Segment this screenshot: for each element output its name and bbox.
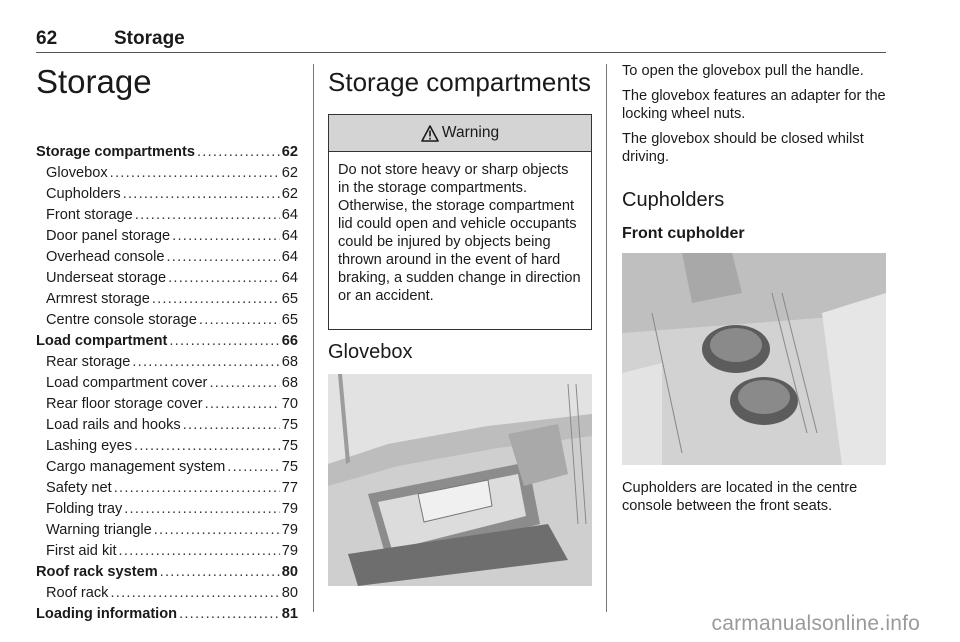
toc-page-number: 79 xyxy=(281,543,298,559)
toc-page-number: 68 xyxy=(281,354,298,370)
toc-subentry[interactable] xyxy=(36,247,298,268)
site-watermark: carmanualsonline.info xyxy=(711,612,920,635)
toc-subentry[interactable] xyxy=(36,583,298,604)
toc-entry-title: Door panel storage xyxy=(46,228,171,244)
toc-subentry[interactable] xyxy=(36,310,298,331)
toc-entry-title: First aid kit xyxy=(46,543,117,559)
toc-entry-title: Glovebox xyxy=(46,165,108,181)
toc-entry-title: Lashing eyes xyxy=(46,438,133,454)
toc-subentry[interactable] xyxy=(36,226,298,247)
toc-leader-dots xyxy=(168,268,280,289)
toc-leader-dots xyxy=(160,562,280,583)
toc-entry-title: Overhead console xyxy=(46,249,165,265)
toc-entry-title: Cupholders xyxy=(46,186,121,202)
toc-page-number: 80 xyxy=(281,585,298,601)
toc-leader-dots xyxy=(119,541,280,562)
warning-heading: Warning xyxy=(441,124,500,141)
toc-page-number: 64 xyxy=(281,228,298,244)
toc-column xyxy=(36,62,298,622)
paragraph: To open the glovebox pull the handle. xyxy=(622,63,864,79)
toc-subentry[interactable] xyxy=(36,436,298,457)
toc-subentry[interactable] xyxy=(36,541,298,562)
toc-leader-dots xyxy=(169,331,279,352)
table-of-contents xyxy=(36,142,298,625)
toc-page-number: 79 xyxy=(281,501,298,517)
toc-entry-title: Roof rack xyxy=(46,585,109,601)
toc-page-number: 62 xyxy=(281,144,298,160)
toc-leader-dots xyxy=(166,247,279,268)
toc-entry-title: Centre console storage xyxy=(46,312,197,328)
toc-page-number: 80 xyxy=(281,564,298,580)
section-title: Storage compartments xyxy=(328,67,592,97)
glovebox-illustration xyxy=(328,374,592,586)
toc-leader-dots xyxy=(135,205,280,226)
cupholders-description: Cupholders are located in the centre console between the front seats. xyxy=(622,480,858,514)
toc-page-number: 62 xyxy=(281,186,298,202)
toc-leader-dots xyxy=(134,436,280,457)
toc-leader-dots xyxy=(123,184,280,205)
toc-entry-title: Warning triangle xyxy=(46,522,152,538)
toc-page-number: 64 xyxy=(281,270,298,286)
toc-leader-dots xyxy=(110,163,280,184)
header-title: Storage xyxy=(114,28,185,49)
toc-page-number: 81 xyxy=(281,606,298,622)
toc-leader-dots xyxy=(199,310,280,331)
glovebox-heading: Glovebox xyxy=(328,341,413,363)
toc-entry-title: Underseat storage xyxy=(46,270,167,286)
toc-entry-title: Load compartment xyxy=(36,333,168,349)
toc-subentry[interactable] xyxy=(36,394,298,415)
toc-section-entry[interactable] xyxy=(36,604,298,625)
toc-leader-dots xyxy=(183,415,280,436)
toc-leader-dots xyxy=(205,394,280,415)
warning-header xyxy=(329,115,591,152)
toc-leader-dots xyxy=(227,457,280,478)
toc-page-number: 64 xyxy=(281,207,298,223)
toc-leader-dots xyxy=(132,352,279,373)
chapter-title: Storage xyxy=(36,63,152,100)
toc-leader-dots xyxy=(110,583,279,604)
toc-page-number: 79 xyxy=(281,522,298,538)
toc-page-number: 64 xyxy=(281,249,298,265)
toc-leader-dots xyxy=(209,373,279,394)
toc-section-entry[interactable] xyxy=(36,331,298,352)
toc-subentry[interactable] xyxy=(36,478,298,499)
toc-section-entry[interactable] xyxy=(36,142,298,163)
toc-subentry[interactable] xyxy=(36,457,298,478)
toc-page-number: 68 xyxy=(281,375,298,391)
toc-leader-dots xyxy=(154,520,280,541)
toc-leader-dots xyxy=(179,604,280,625)
toc-subentry[interactable] xyxy=(36,163,298,184)
page-number: 62 xyxy=(36,28,58,49)
column-divider xyxy=(606,64,607,612)
toc-page-number: 75 xyxy=(281,459,298,475)
toc-page-number: 65 xyxy=(281,291,298,307)
toc-page-number: 77 xyxy=(281,480,298,496)
toc-page-number: 62 xyxy=(281,165,298,181)
toc-leader-dots xyxy=(172,226,280,247)
toc-page-number: 65 xyxy=(281,312,298,328)
toc-entry-title: Rear storage xyxy=(46,354,131,370)
toc-entry-title: Load compartment cover xyxy=(46,375,208,391)
cupholder-illustration xyxy=(622,253,886,465)
toc-subentry[interactable] xyxy=(36,184,298,205)
toc-entry-title: Rear floor storage cover xyxy=(46,396,203,412)
toc-page-number: 75 xyxy=(281,417,298,433)
toc-entry-title: Cargo management system xyxy=(46,459,226,475)
paragraph: The glovebox should be closed whilst driving. xyxy=(622,131,864,165)
toc-subentry[interactable] xyxy=(36,289,298,310)
toc-subentry[interactable] xyxy=(36,373,298,394)
storage-compartments-column xyxy=(328,62,592,363)
toc-entry-title: Storage compartments xyxy=(36,144,195,160)
toc-page-number: 70 xyxy=(281,396,298,412)
paragraph: The glovebox features an adapter for the locking wheel nuts. xyxy=(622,88,886,122)
warning-text: Do not store heavy or sharp objects in the storage compartments. Otherwise, the storage compartment lid could open and vehicle occupants could be injured by objects being thrown around in the event of hard braking, a sudden change in direction or an accident. xyxy=(338,162,581,304)
toc-entry-title: Safety net xyxy=(46,480,112,496)
toc-subentry[interactable] xyxy=(36,415,298,436)
toc-entry-title: Roof rack system xyxy=(36,564,158,580)
glovebox-cupholder-column xyxy=(622,62,886,514)
cupholders-heading: Cupholders xyxy=(622,189,725,211)
toc-section-entry[interactable] xyxy=(36,562,298,583)
warning-triangle-icon xyxy=(421,125,439,142)
toc-subentry[interactable] xyxy=(36,205,298,226)
toc-page-number: 66 xyxy=(281,333,298,349)
toc-page-number: 75 xyxy=(281,438,298,454)
toc-entry-title: Front storage xyxy=(46,207,133,223)
toc-subentry[interactable] xyxy=(36,520,298,541)
column-divider xyxy=(313,64,314,612)
toc-subentry[interactable] xyxy=(36,352,298,373)
toc-subentry[interactable] xyxy=(36,268,298,289)
running-header xyxy=(36,26,886,53)
toc-leader-dots xyxy=(114,478,280,499)
toc-leader-dots xyxy=(124,499,280,520)
toc-entry-title: Loading information xyxy=(36,606,178,622)
toc-leader-dots xyxy=(152,289,280,310)
toc-leader-dots xyxy=(197,142,280,163)
toc-entry-title: Load rails and hooks xyxy=(46,417,181,433)
toc-entry-title: Armrest storage xyxy=(46,291,150,307)
toc-entry-title: Folding tray xyxy=(46,501,123,517)
warning-box xyxy=(328,114,592,330)
front-cupholder-heading: Front cupholder xyxy=(622,225,745,242)
toc-subentry[interactable] xyxy=(36,499,298,520)
